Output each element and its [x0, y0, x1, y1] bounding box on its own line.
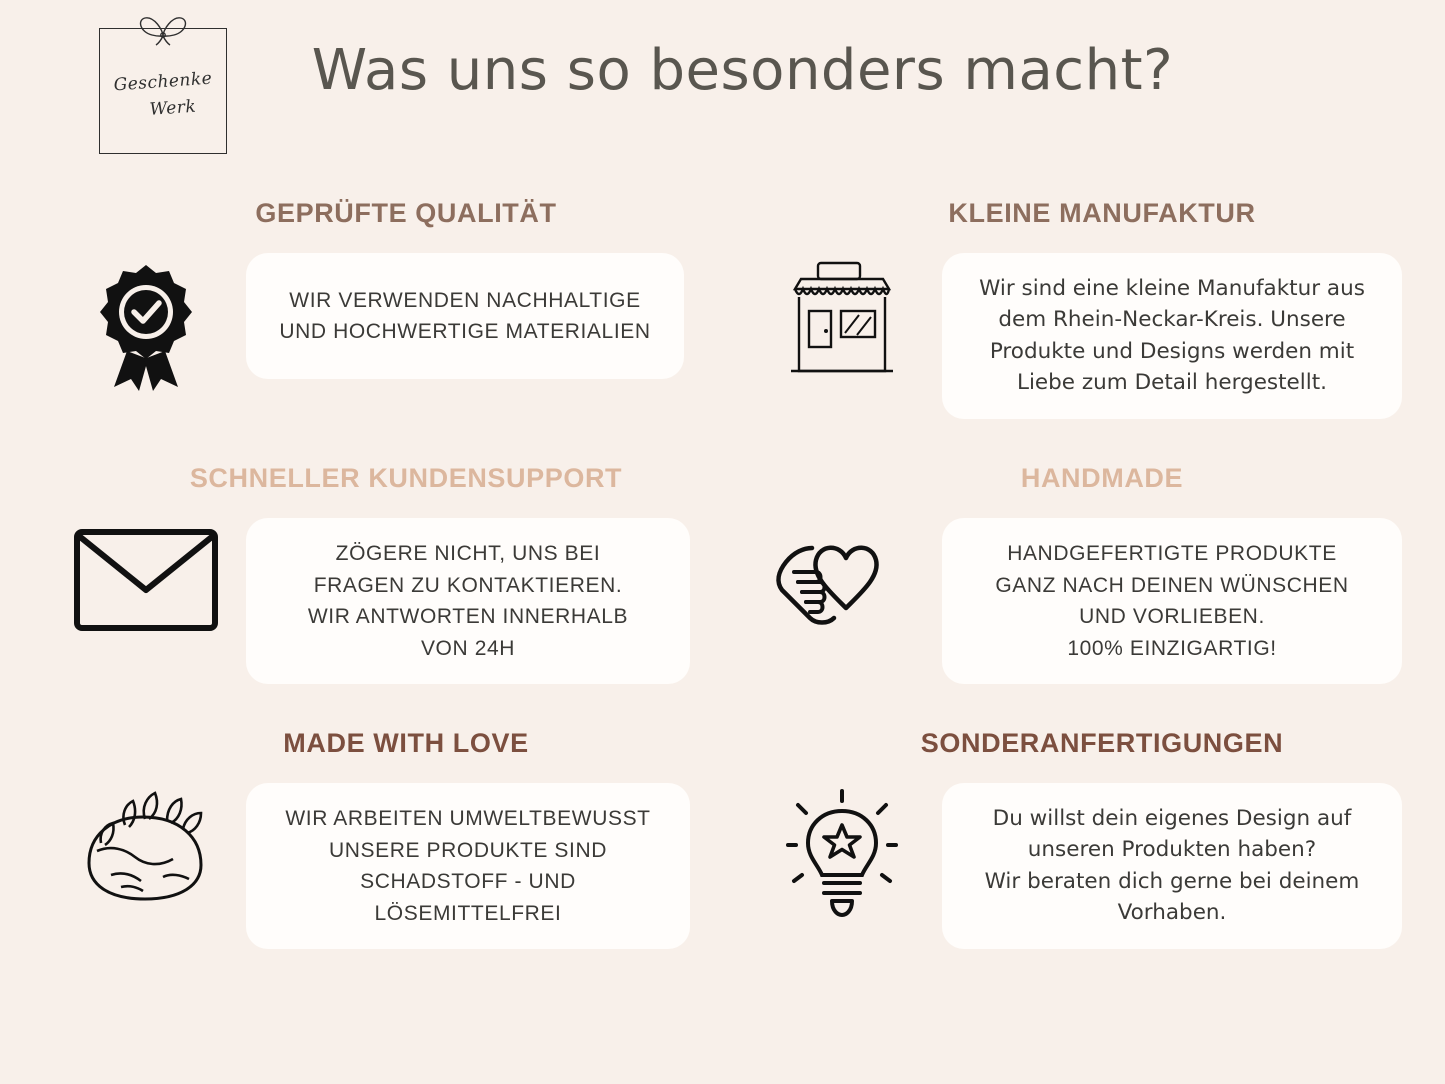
feature-card — [246, 518, 690, 684]
feature-title: HANDMADE — [1020, 463, 1184, 493]
feature-card — [942, 253, 1402, 419]
feature-text-line: ZÖGERE NICHT, UNS BEI — [335, 542, 601, 565]
feature-handmade — [742, 463, 1402, 684]
feature-text-line: Produkte und Designs werden mit — [989, 338, 1355, 364]
feature-text-line: Vorhaben. — [1117, 900, 1227, 926]
feature-kleine-manufaktur — [742, 198, 1402, 419]
feature-text-line: SCHADSTOFF - UND — [360, 870, 576, 893]
feature-text-line: Wir sind eine kleine Manufaktur aus — [979, 276, 1365, 301]
features-row — [0, 728, 1445, 993]
storefront-icon — [742, 253, 942, 383]
feature-title: KLEINE MANUFAKTUR — [948, 198, 1256, 228]
brand-logo-line2: Werk — [149, 96, 197, 120]
feature-card — [942, 518, 1402, 684]
quality-badge-icon — [46, 253, 246, 391]
features-row — [0, 463, 1445, 728]
feature-gepruefte-qualitaet — [46, 198, 706, 391]
features-row — [0, 198, 1445, 463]
feature-text-line: UNSERE PRODUKTE SIND — [328, 838, 608, 862]
feature-text — [268, 803, 668, 929]
feature-text-line: WIR ARBEITEN UMWELTBEWUSST — [285, 807, 651, 830]
feature-text-line: UND VORLIEBEN. — [1079, 605, 1265, 628]
feature-card — [942, 783, 1402, 949]
feature-text — [964, 803, 1380, 929]
feature-text-line: WIR VERWENDEN NACHHALTIGE — [289, 288, 641, 312]
feature-text-line: GANZ NACH DEINEN WÜNSCHEN — [995, 573, 1349, 597]
feature-title: GEPRÜFTE QUALITÄT — [255, 198, 557, 228]
feature-title: SCHNELLER KUNDENSUPPORT — [189, 463, 623, 493]
feature-text-line: Wir beraten dich gerne bei deinem — [984, 868, 1360, 894]
feature-text — [964, 273, 1380, 399]
feature-schneller-kundensupport — [46, 463, 706, 684]
feature-card — [246, 783, 690, 949]
feature-text-line: WIR ANTWORTEN INNERHALB — [307, 605, 629, 628]
feature-made-with-love — [46, 728, 706, 949]
feature-text-line: dem Rhein-Neckar-Kreis. Unsere — [998, 307, 1346, 333]
feature-text-line: UND HOCHWERTIGE MATERIALIEN — [279, 320, 651, 343]
feature-text-line: FRAGEN ZU KONTAKTIEREN. — [313, 573, 623, 597]
page-title: Was uns so besonders macht? — [311, 38, 1174, 103]
feature-text-line: VON 24H — [420, 636, 516, 660]
feature-text-line: Liebe zum Detail hergestellt. — [1016, 370, 1327, 396]
lightbulb-star-icon — [742, 783, 942, 921]
features-grid — [0, 198, 1445, 993]
brand-logo-line1: Geschenke — [113, 68, 213, 96]
feature-title: MADE WITH LOVE — [283, 728, 529, 758]
earth-nature-icon — [46, 783, 246, 907]
envelope-icon — [46, 518, 246, 632]
feature-sonderanfertigungen — [742, 728, 1402, 949]
feature-text-line: HANDGEFERTIGTE PRODUKTE — [1007, 542, 1337, 565]
feature-text-line: Du willst dein eigenes Design auf — [992, 806, 1352, 831]
feature-text — [268, 285, 662, 348]
feature-text-line: 100% EINZIGARTIG! — [1067, 636, 1277, 660]
feature-card — [246, 253, 684, 379]
feature-text — [268, 538, 668, 664]
feature-text-line: unseren Produkten haben? — [1027, 837, 1317, 863]
hand-heart-icon — [742, 518, 942, 636]
feature-text-line: LÖSEMITTELFREI — [374, 901, 562, 925]
feature-title: SONDERANFERTIGUNGEN — [920, 728, 1284, 758]
feature-text — [964, 538, 1380, 664]
